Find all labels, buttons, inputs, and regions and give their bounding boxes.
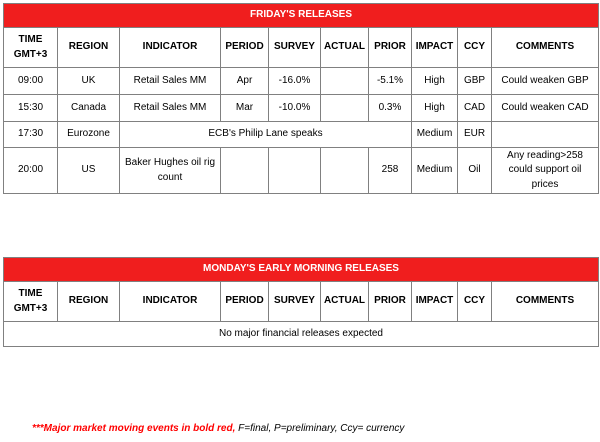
impact-header: IMPACT <box>412 282 458 322</box>
region-cell: US <box>58 148 120 194</box>
comments-cell: Could weaken GBP <box>492 68 599 95</box>
region-header: REGION <box>58 28 120 68</box>
time-header: TIME GMT+3 <box>4 28 58 68</box>
indicator-cell: Retail Sales MM <box>120 68 221 95</box>
time-header: TIME GMT+3 <box>4 282 58 322</box>
period-header: PERIOD <box>221 28 269 68</box>
actual-header: ACTUAL <box>321 28 369 68</box>
comments-cell: Could weaken CAD <box>492 95 599 122</box>
actual-cell <box>321 68 369 95</box>
time-cell: 09:00 <box>4 68 58 95</box>
ccy-cell: GBP <box>458 68 492 95</box>
footnote-highlight: ***Major market moving events in bold red, <box>32 423 236 434</box>
monday-banner: MONDAY'S EARLY MORNING RELEASES <box>4 258 599 282</box>
region-cell: UK <box>58 68 120 95</box>
indicator-header: INDICATOR <box>120 282 221 322</box>
table-row <box>4 68 599 95</box>
table-row <box>4 148 599 194</box>
prior-cell: 258 <box>369 148 412 194</box>
ccy-cell: Oil <box>458 148 492 194</box>
no-releases-message: No major financial releases expected <box>4 322 599 347</box>
period-header: PERIOD <box>221 282 269 322</box>
monday-releases-table <box>3 257 599 347</box>
region-cell: Eurozone <box>58 122 120 148</box>
table-row <box>4 95 599 122</box>
actual-cell <box>321 95 369 122</box>
period-cell: Mar <box>221 95 269 122</box>
footnote-legend: F=final, P=preliminary, Ccy= currency <box>235 423 405 434</box>
actual-cell <box>321 148 369 194</box>
survey-cell: -10.0% <box>269 95 321 122</box>
header-row <box>4 282 599 322</box>
impact-header: IMPACT <box>412 28 458 68</box>
indicator-header: INDICATOR <box>120 28 221 68</box>
survey-header: SURVEY <box>269 28 321 68</box>
time-cell: 15:30 <box>4 95 58 122</box>
region-header: REGION <box>58 282 120 322</box>
comments-cell: Any reading>258 could support oil prices <box>492 148 599 194</box>
impact-cell: Medium <box>412 122 458 148</box>
prior-cell: 0.3% <box>369 95 412 122</box>
actual-header: ACTUAL <box>321 282 369 322</box>
comments-header: COMMENTS <box>492 282 599 322</box>
table-row <box>4 122 599 148</box>
time-cell: 20:00 <box>4 148 58 194</box>
ccy-header: CCY <box>458 28 492 68</box>
impact-cell: High <box>412 68 458 95</box>
survey-cell <box>269 148 321 194</box>
ccy-cell: CAD <box>458 95 492 122</box>
comments-header: COMMENTS <box>492 28 599 68</box>
prior-cell: -5.1% <box>369 68 412 95</box>
footnote <box>32 423 404 434</box>
header-row <box>4 28 599 68</box>
survey-cell: -16.0% <box>269 68 321 95</box>
table-row <box>4 322 599 347</box>
impact-cell: Medium <box>412 148 458 194</box>
friday-banner: FRIDAY'S RELEASES <box>4 4 599 28</box>
ccy-cell: EUR <box>458 122 492 148</box>
region-cell: Canada <box>58 95 120 122</box>
comments-cell <box>492 122 599 148</box>
impact-cell: High <box>412 95 458 122</box>
survey-header: SURVEY <box>269 282 321 322</box>
ccy-header: CCY <box>458 282 492 322</box>
prior-header: PRIOR <box>369 282 412 322</box>
time-cell: 17:30 <box>4 122 58 148</box>
period-cell <box>221 148 269 194</box>
prior-header: PRIOR <box>369 28 412 68</box>
indicator-cell: Baker Hughes oil rig count <box>120 148 221 194</box>
indicator-cell: Retail Sales MM <box>120 95 221 122</box>
friday-releases-table <box>3 3 599 194</box>
indicator-cell: ECB's Philip Lane speaks <box>120 122 412 148</box>
period-cell: Apr <box>221 68 269 95</box>
